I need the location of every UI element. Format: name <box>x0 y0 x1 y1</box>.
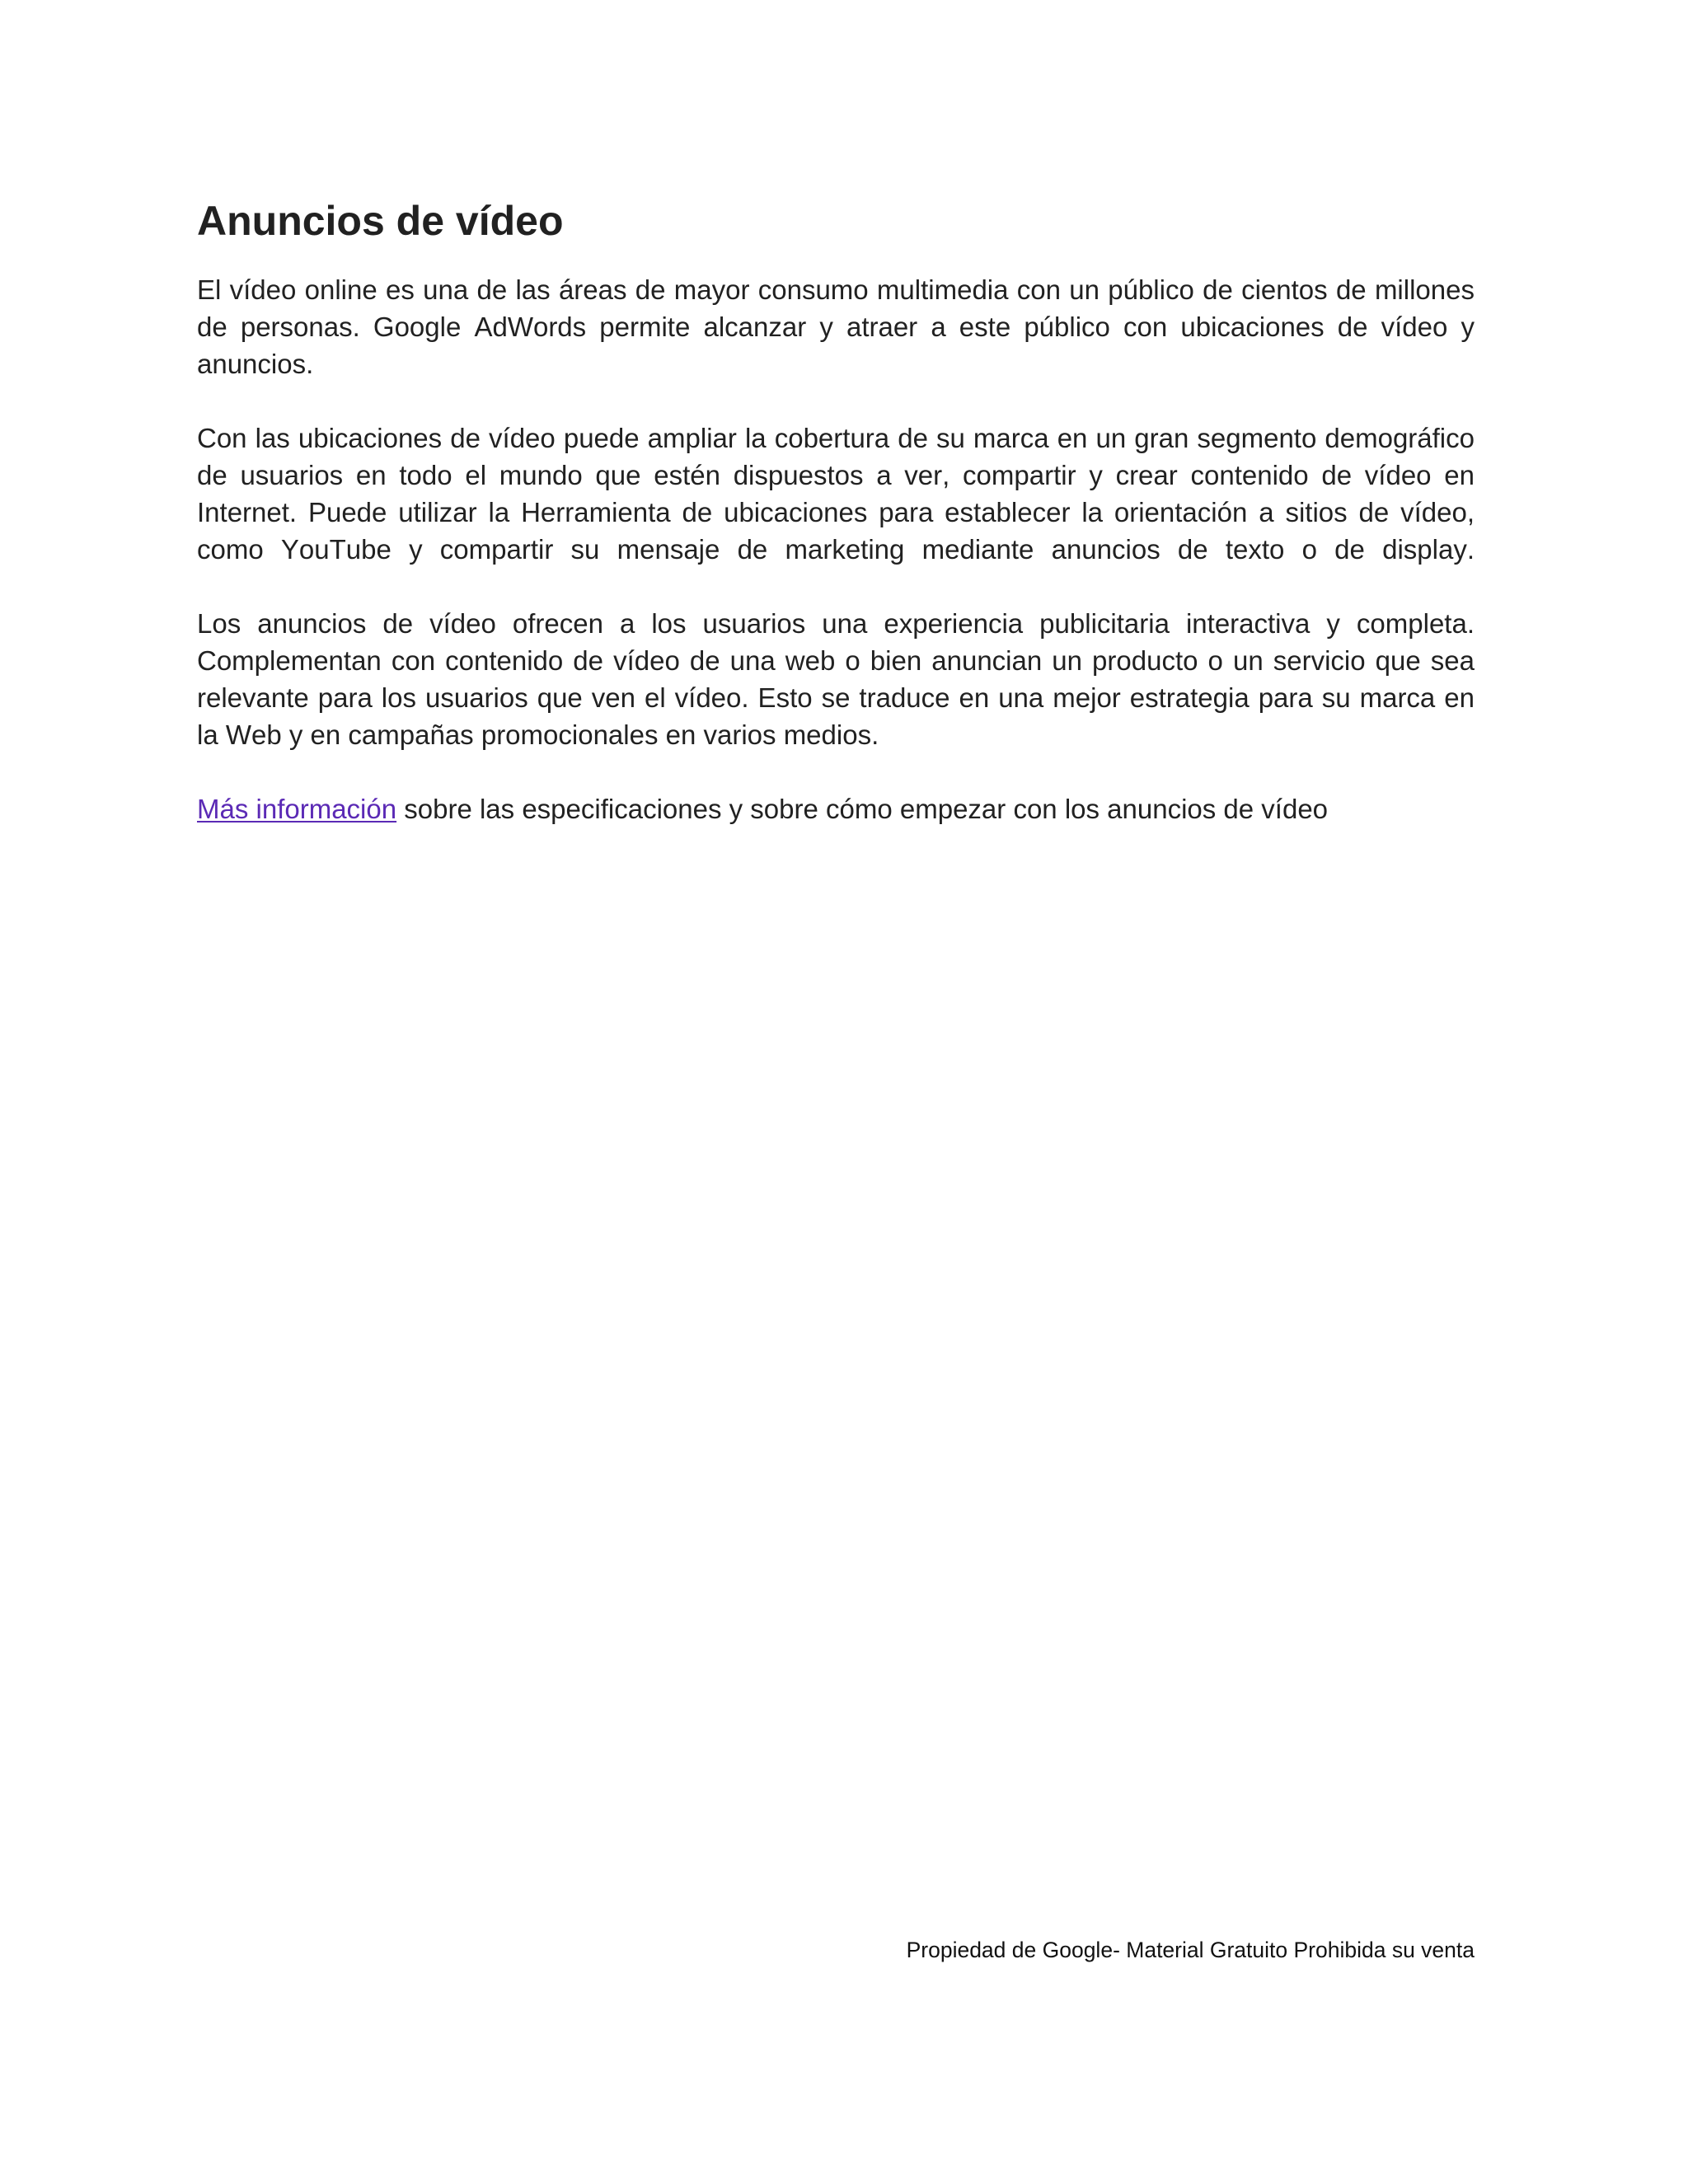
paragraph-line: Complementan con contenido de vídeo de una web o bien anuncian un producto o un servicio que sea <box>197 645 1475 676</box>
paragraph-line: de usuarios en todo el mundo que estén dispuestos a ver, compartir y crear contenido de vídeo en <box>197 460 1475 490</box>
paragraph-intro <box>197 271 1475 382</box>
paragraph-line: la Web y en campañas promocionales en varios medios. <box>197 719 879 750</box>
paragraph-line: Los anuncios de vídeo ofrecen a los usuarios una experiencia publicitaria interactiva y completa. <box>197 608 1475 639</box>
paragraph-line: relevante para los usuarios que ven el vídeo. Esto se traduce en una mejor estrategia para su marca en <box>197 682 1475 713</box>
paragraph-line: Internet. Puede utilizar la Herramienta de ubicaciones para establecer la orientación a sitios de vídeo, <box>197 497 1475 527</box>
paragraph-video-ads <box>197 605 1475 753</box>
paragraph-line: de personas. Google AdWords permite alcanzar y atraer a este público con ubicaciones de vídeo y <box>197 312 1475 342</box>
paragraph-line: anuncios. <box>197 349 314 379</box>
more-info-text: sobre las especificaciones y sobre cómo empezar con los anuncios de vídeo <box>396 794 1329 824</box>
paragraph-line: El vídeo online es una de las áreas de mayor consumo multimedia con un público de cientos de millones <box>197 274 1475 305</box>
more-info-link[interactable]: Más información <box>197 794 397 824</box>
footer-notice: Propiedad de Google- Material Gratuito Prohibida su venta <box>906 1938 1475 1962</box>
document-body <box>197 271 1475 827</box>
paragraph-line: Con las ubicaciones de vídeo puede ampliar la cobertura de su marca en un gran segmento demográfico <box>197 423 1475 453</box>
page-title: Anuncios de vídeo <box>197 198 564 244</box>
paragraph-line: como YouTube y compartir su mensaje de marketing mediante anuncios de texto o de display. <box>197 534 1475 565</box>
more-info-paragraph <box>197 790 1475 827</box>
paragraph-placements <box>197 419 1475 568</box>
